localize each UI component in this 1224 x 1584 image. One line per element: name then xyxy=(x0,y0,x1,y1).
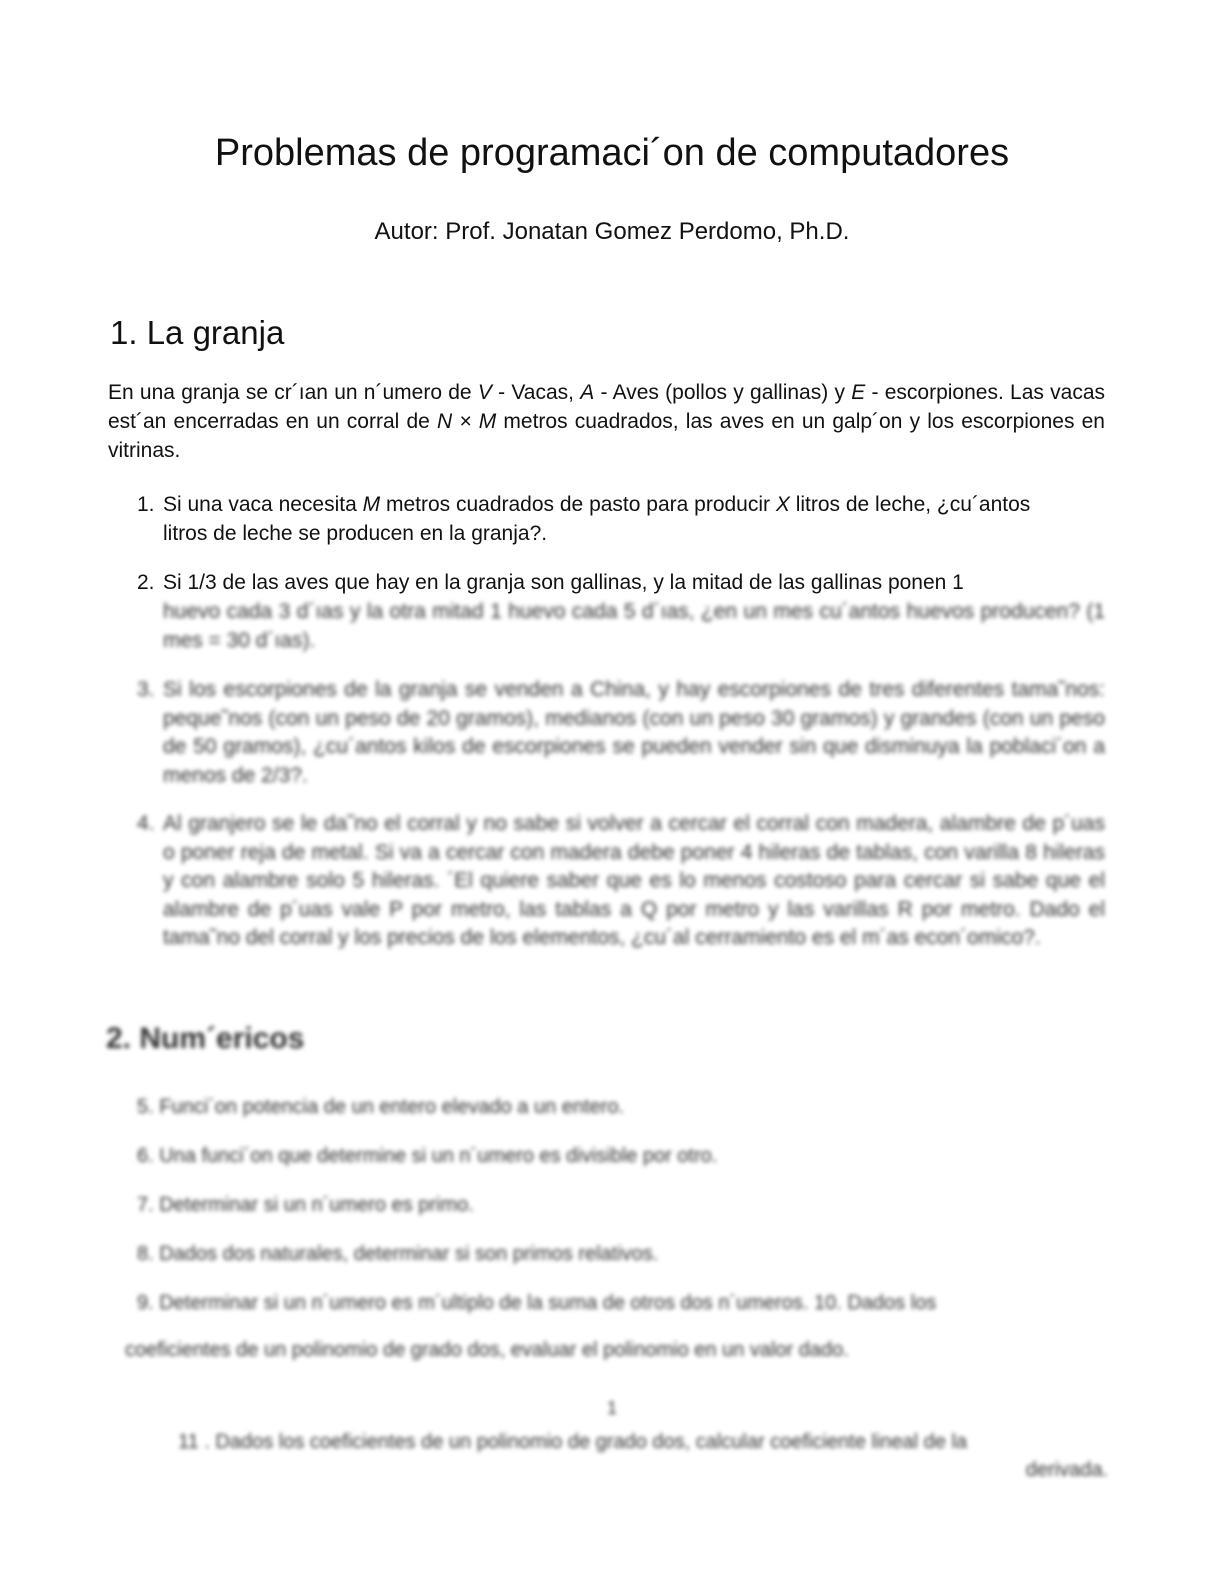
list-item-3 xyxy=(137,676,1105,790)
document-title: Problemas de programaci´on de computadores xyxy=(214,132,1010,174)
item-text: Si los escorpiones de la granja se venden a China, y hay escorpiones de tres diferentes tama˜nos: peque˜nos (con un peso de 20 gramos), medianos (con un peso 30 gramos) y grandes (con un peso de 50 gramos), ¿cu´antos kilos de escorpiones se pueden vender sin que disminuya la poblaci´on a menos de 2/3?. xyxy=(163,678,1105,787)
list-item-4 xyxy=(137,810,1105,953)
list-item-8: 8. Dados dos naturales, determinar si son primos relativos. xyxy=(137,1243,659,1265)
item-text: Al granjero se le da˜no el corral y no sabe si volver a cercar el corral con madera, alambre de p´uas o poner reja de metal. Si va a cercar con madera debe poner 4 hileras de tablas, con varilla 8 hileras y con alambre solo 5 hileras. ´El quiere saber que es lo menos costoso para cercar si sabe que el alambre de p´uas vale P por metro, las tablas a Q por metro y las varillas R por metro. Dado el tama˜no del corral y los precios de los elementos, ¿cu´al cerramiento es el m´as econ´omico?. xyxy=(163,812,1105,950)
item-number: 2. xyxy=(137,571,155,594)
document-author: Autor: Prof. Jonatan Gomez Perdomo, Ph.D. xyxy=(374,218,850,245)
item-text: Si 1/3 de las aves que hay en la granja son gallinas, y la mitad de las gallinas ponen 1 xyxy=(163,571,964,594)
item-text-blurred: huevo cada 3 d´ıas y la otra mitad 1 huevo cada 5 d´ıas, ¿en un mes cu´antos huevos producen? (1 mes = 30 d´ıas). xyxy=(163,600,1105,652)
section-heading-la-granja: 1. La granja xyxy=(110,314,285,351)
item-number: 1. xyxy=(137,493,155,516)
section-heading-numericos: 2. Num´ericos xyxy=(106,1022,305,1055)
list-item-1 xyxy=(137,490,1105,548)
list-item-6: 6. Una funci´on que determine si un n´umero es divisible por otro. xyxy=(137,1145,718,1167)
list-item-5: 5. Funci´on potencia de un entero elevado a un entero. xyxy=(137,1096,625,1118)
list-item-10-continuation: coeficientes de un polinomio de grado dos, evaluar el polinomio en un valor dado. xyxy=(125,1339,849,1361)
intro-text: metros cuadrados, las aves en un galp´on y los escorpiones en vitrinas. xyxy=(108,410,1105,462)
var-e: E xyxy=(851,381,866,404)
footer-list-item-11 xyxy=(178,1428,1108,1484)
page-number: 1 xyxy=(606,1398,617,1418)
item-text: derivada. xyxy=(1025,1459,1108,1481)
list-item-2 xyxy=(137,568,1105,655)
var-v: V xyxy=(477,381,492,404)
item-text: Si una vaca necesita M metros cuadrados de pasto para producir X litros de leche, ¿cu´antos litros de leche se producen en la granja?. xyxy=(163,493,1031,545)
section-intro-paragraph xyxy=(108,378,1105,465)
item-number: 4. xyxy=(137,812,155,835)
intro-text: - escorpiones. Las vacas est´an encerradas en un corral de xyxy=(108,381,1106,433)
var-a: A xyxy=(580,381,595,404)
intro-text: - Vacas, xyxy=(491,381,581,404)
list-item-7: 7. Determinar si un n´umero es primo. xyxy=(137,1194,474,1216)
numericos-list xyxy=(125,1083,937,1375)
item-number: 3. xyxy=(137,678,155,701)
var-nm: N × M xyxy=(436,410,497,433)
intro-text: - Aves (pollos y gallinas) y xyxy=(594,381,852,404)
list-item-9: 9. Determinar si un n´umero es m´ultiplo de la suma de otros dos n´umeros. 10. Dados los xyxy=(137,1292,937,1314)
item-text: 11 . Dados los coeficientes de un polinomio de grado dos, calcular coeficiente lineal de la xyxy=(178,1431,968,1453)
intro-text: En una granja se cr´ıan un n´umero de xyxy=(108,381,478,404)
